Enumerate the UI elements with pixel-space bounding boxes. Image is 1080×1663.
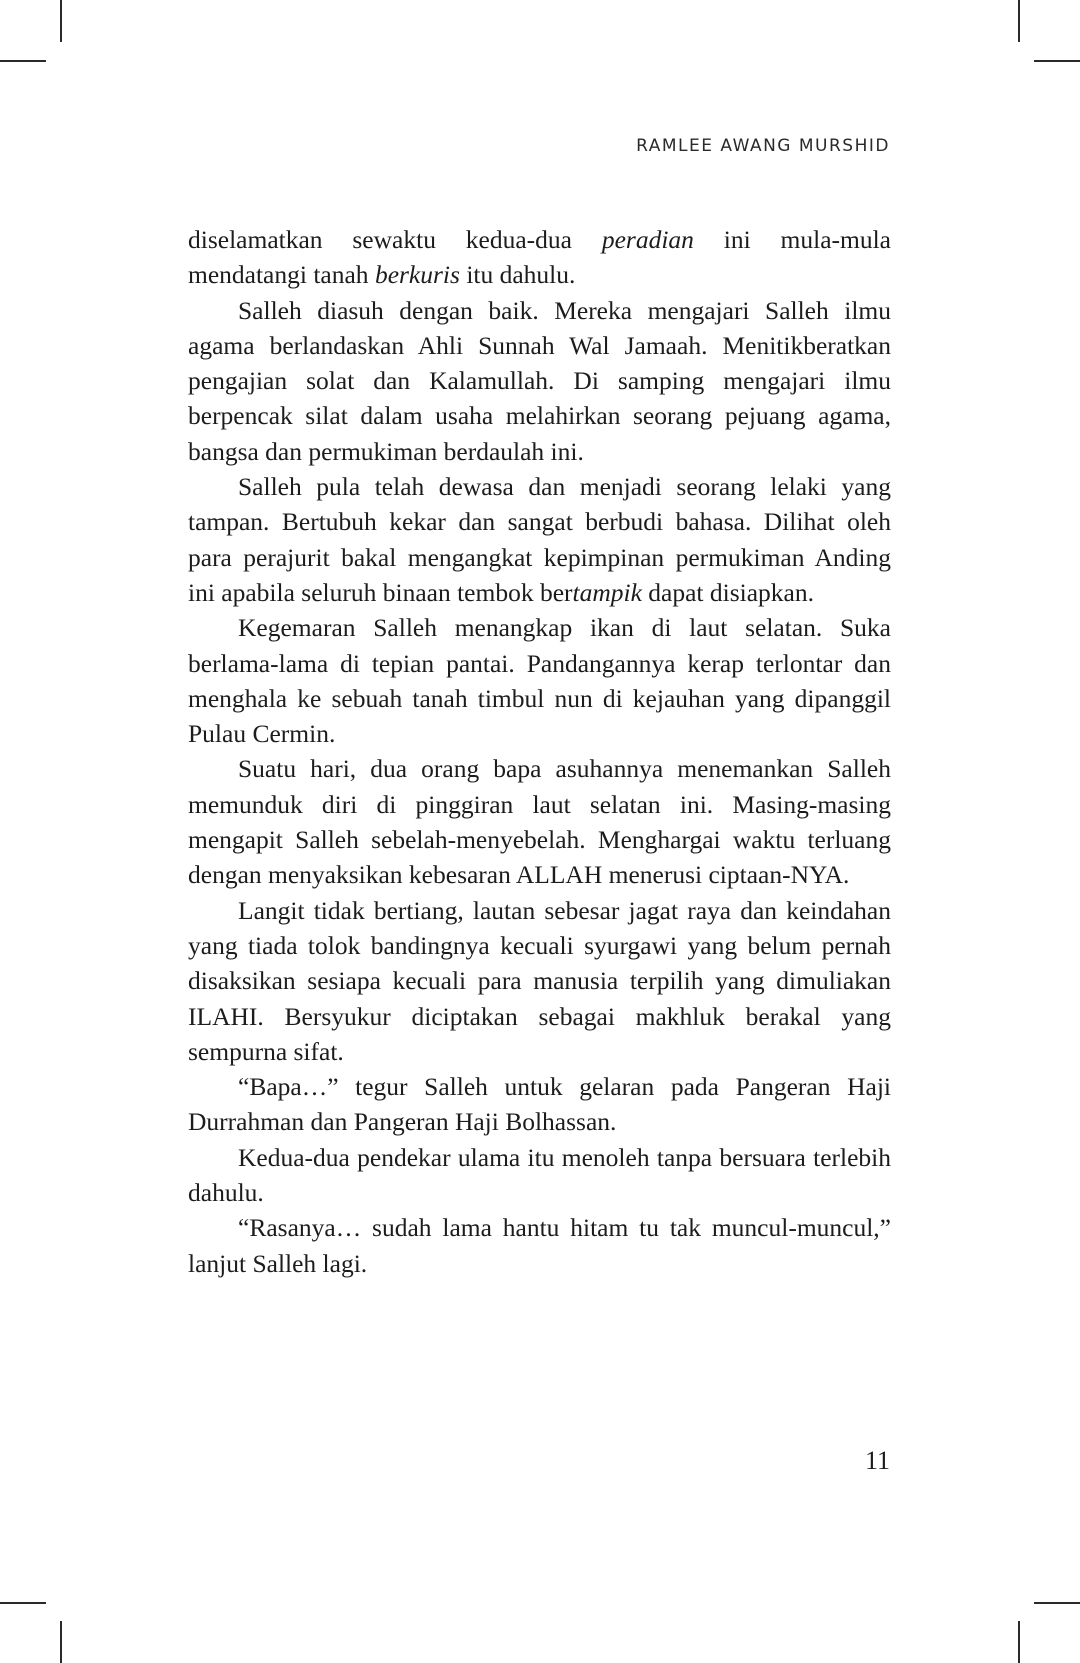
paragraph-5: Suatu hari, dua orang bapa asuhannya menemankan Salleh memunduk diri di pinggiran laut selatan ini. Masing-masing mengapit Salleh sebelah-menyebelah. Menghargai waktu terluang dengan menyaksikan kebesaran ALLAH menerusi ciptaan-NYA. [188, 754, 891, 890]
italic-term-peradian: peradian [601, 225, 694, 254]
paragraph-4: Kegemaran Salleh menangkap ikan di laut selatan. Suka berlama-lama di tepian pantai. Pandangannya kerap terlontar dan menghala ke sebuah tanah timbul nun di kejauhan yang dipanggil Pulau Cermin. [188, 613, 891, 749]
paragraph-2: Salleh diasuh dengan baik. Mereka mengajari Salleh ilmu agama berlandaskan Ahli Sunnah Wal Jamaah. Menitikberatkan pengajian solat dan Kalamullah. Di samping mengajari ilmu berpencak silat dalam usaha melahirkan seorang pejuang agama, bangsa dan permukiman berdaulah ini. [188, 295, 891, 466]
paragraph-6: Langit tidak bertiang, lautan sebesar jagat raya dan keindahan yang tiada tolok bandingnya kecuali syurgawi yang belum pernah disaksikan sesiapa kecuali para manusia terpilih yang dimuliakan ILAHI. Bersyukur diciptakan sebagai makhluk berakal yang sempurna sifat. [188, 895, 891, 1066]
paragraph-9: “Rasanya… sudah lama hantu hitam tu tak muncul-muncul,” lanjut Salleh lagi. [188, 1213, 891, 1278]
crop-mark-top-left-vertical [60, 0, 62, 42]
page-number: 11 [864, 1446, 890, 1475]
paragraph-1-text-a: diselamatkan sewaktu kedua-dua [188, 225, 602, 254]
crop-mark-bottom-right-vertical [1018, 1621, 1020, 1663]
crop-mark-bottom-left-horizontal [0, 1602, 46, 1604]
paragraph-1 [188, 222, 891, 293]
crop-mark-top-left-horizontal [0, 60, 46, 62]
italic-term-berkuris: berkuris [374, 260, 460, 290]
paragraph-8: Kedua-dua pendekar ulama itu menoleh tanpa bersuara terlebih dahulu. [188, 1142, 891, 1208]
paragraph-3-text-a: Salleh pula telah dewasa dan menjadi seorang lelaki yang tampan. Bertubuh kekar dan sangat berbudi bahasa. Dilihat oleh para perajurit bakal mengangkat kepimpinan permukiman Anding ini apabila seluruh binaan tembok ber [188, 472, 891, 607]
paragraph-3-text-b: dapat disiapkan. [641, 577, 814, 607]
crop-mark-top-right-vertical [1018, 0, 1020, 42]
crop-mark-top-right-horizontal [1034, 60, 1080, 62]
running-head: RAMLEE AWANG MURSHID [636, 136, 890, 156]
paragraph-7: “Bapa…” tegur Salleh untuk gelaran pada Pangeran Haji Durrahman dan Pangeran Haji Bolhassan. [188, 1072, 891, 1137]
paragraph-1-text-b: ini mula-mula mendatangi tanah [188, 225, 892, 290]
crop-mark-bottom-right-horizontal [1034, 1602, 1080, 1604]
paragraph-1-text-c: itu dahulu. [459, 260, 576, 290]
body-text [188, 222, 891, 1281]
paragraph-3 [188, 469, 891, 610]
crop-mark-bottom-left-vertical [60, 1621, 62, 1663]
italic-term-tampik: tampik [572, 577, 642, 607]
